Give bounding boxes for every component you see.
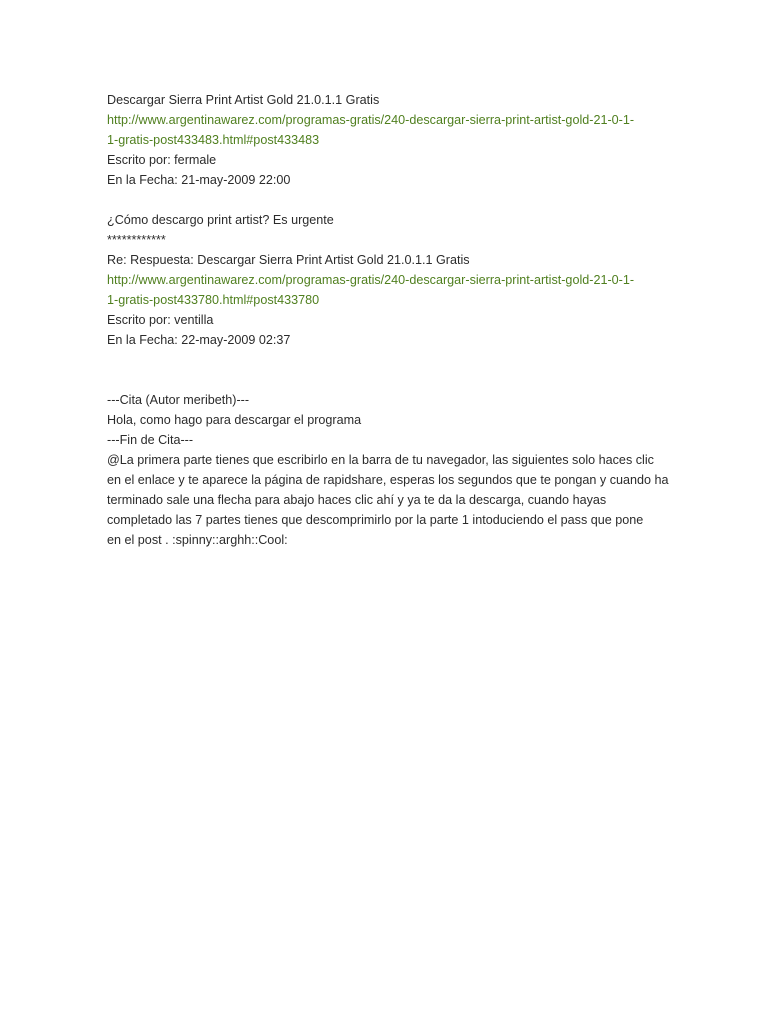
quote-start: ---Cita (Autor meribeth)--- <box>107 393 250 407</box>
post1-link-line1[interactable]: http://www.argentinawarez.com/programas-gratis/240-descargar-sierra-print-artist-gold-21-0-1- <box>107 113 635 127</box>
post2-author: Escrito por: ventilla <box>107 313 214 327</box>
post2-date: En la Fecha: 22-may-2009 02:37 <box>107 333 291 347</box>
post2-separator: ************ <box>107 233 166 247</box>
post1-author: Escrito por: fermale <box>107 153 217 167</box>
post2-link-line2[interactable]: 1-gratis-post433780.html#post433780 <box>107 293 320 307</box>
post2-link-line1[interactable]: http://www.argentinawarez.com/programas-gratis/240-descargar-sierra-print-artist-gold-21-0-1- <box>107 273 635 287</box>
reply-paragraph <box>107 450 669 550</box>
reply-line: completado las 7 partes tienes que descomprimirlo por la parte 1 intoduciendo el pass que pone <box>107 513 644 527</box>
reply-line: en el enlace y te aparece la página de rapidshare, esperas los segundos que te pongan y cuando ha <box>107 473 669 487</box>
reply-line: terminado sale una flecha para abajo haces clic ahí y ya te da la descarga, cuando hayas <box>107 493 607 507</box>
post2-title: Re: Respuesta: Descargar Sierra Print Artist Gold 21.0.1.1 Gratis <box>107 253 470 267</box>
spacer <box>107 350 667 390</box>
spacer <box>107 190 667 210</box>
post2-body: ¿Cómo descargo print artist? Es urgente <box>107 213 334 227</box>
quote-end: ---Fin de Cita--- <box>107 433 194 447</box>
post1-date: En la Fecha: 21-may-2009 22:00 <box>107 173 291 187</box>
document-page <box>107 90 667 550</box>
post1-title: Descargar Sierra Print Artist Gold 21.0.1.1 Gratis <box>107 93 380 107</box>
quote-text: Hola, como hago para descargar el programa <box>107 413 362 427</box>
reply-line: en el post . :spinny::arghh::Cool: <box>107 533 288 547</box>
reply-line: @La primera parte tienes que escribirlo en la barra de tu navegador, las siguientes solo haces clic <box>107 453 654 467</box>
post1-link-line2[interactable]: 1-gratis-post433483.html#post433483 <box>107 133 320 147</box>
